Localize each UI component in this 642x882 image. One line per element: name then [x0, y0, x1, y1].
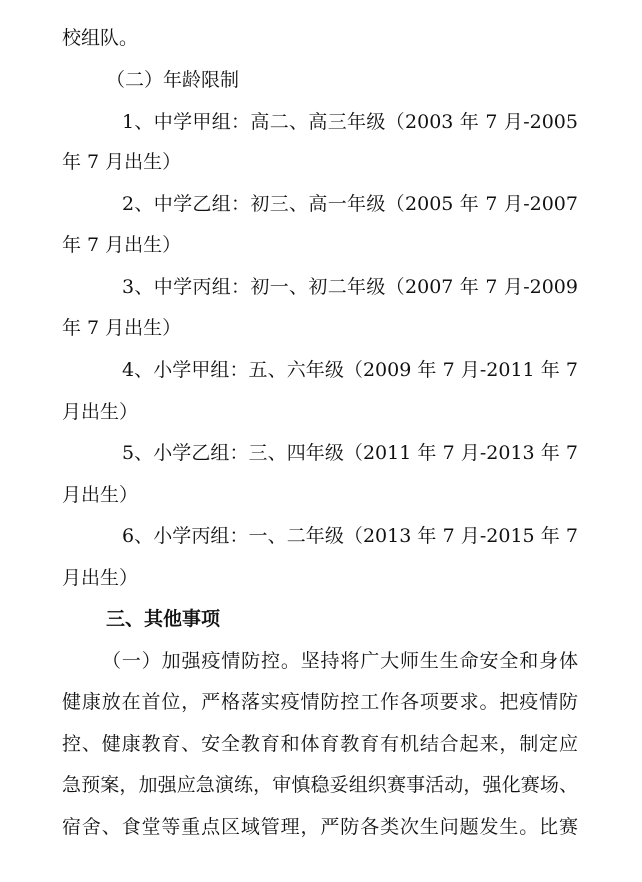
age-group-line-continuation: 年 7 月出生） — [62, 234, 182, 256]
age-group-line: 2、中学乙组：初三、高一年级（2005 年 7 月-2007 — [122, 193, 578, 215]
paragraph-line: 健康放在首位，严格落实疫情防控工作各项要求。把疫情防 — [62, 691, 578, 713]
age-group-line: 3、中学丙组：初一、初二年级（2007 年 7 月-2009 — [122, 276, 578, 298]
age-group-line-continuation: 年 7 月出生） — [62, 317, 182, 339]
age-group-line-continuation: 月出生） — [62, 401, 139, 423]
age-group-line-continuation: 月出生） — [62, 567, 139, 589]
section-subheading-age-limit: （二）年龄限制 — [106, 69, 240, 91]
age-group-line-continuation: 月出生） — [62, 484, 139, 506]
age-group-line-continuation: 年 7 月出生） — [62, 151, 182, 173]
paragraph-line: 校组队。 — [62, 27, 139, 49]
age-group-line: 5、小学乙组：三、四年级（2011 年 7 月-2013 年 7 — [122, 442, 578, 464]
age-group-line: 4、小学甲组：五、六年级（2009 年 7 月-2011 年 7 — [122, 359, 578, 381]
paragraph-line: 宿舍、食堂等重点区域管理，严防各类次生问题发生。比赛 — [62, 816, 578, 838]
paragraph-line: 急预案，加强应急演练，审慎稳妥组织赛事活动，强化赛场、 — [62, 774, 578, 796]
section-heading-other-matters: 三、其他事项 — [106, 608, 221, 630]
age-group-line: 6、小学丙组：一、二年级（2013 年 7 月-2015 年 7 — [122, 525, 578, 547]
paragraph-line: （一）加强疫情防控。坚持将广大师生生命安全和身体 — [102, 650, 578, 672]
paragraph-line: 控、健康教育、安全教育和体育教育有机结合起来，制定应 — [62, 733, 578, 755]
age-group-line: 1、中学甲组：高二、高三年级（2003 年 7 月-2005 — [122, 111, 578, 133]
